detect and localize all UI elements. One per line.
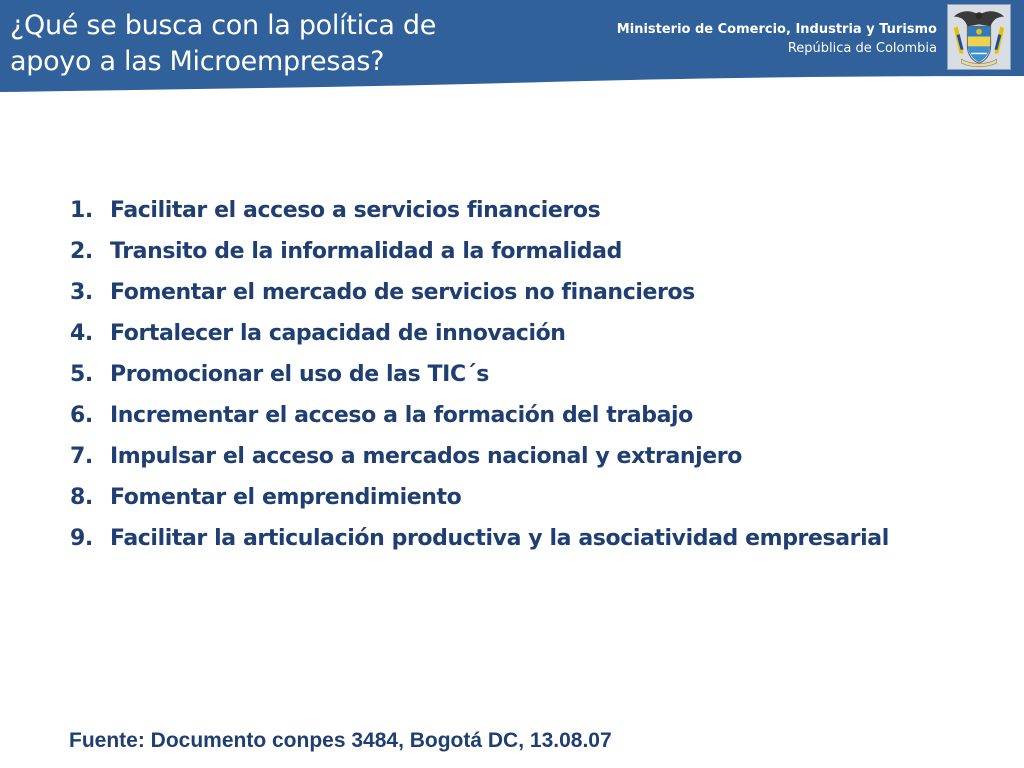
list-item-number: 7. [70, 444, 93, 469]
slide-title [10, 8, 570, 80]
source-citation: Fuente: Documento conpes 3484, Bogotá DC, 13.08.07 [69, 729, 612, 752]
list-item-text: Transito de la informalidad a la formalidad [110, 239, 622, 264]
ministry-name: Ministerio de Comercio, Industria y Turismo [616, 22, 937, 37]
list-item-number: 5. [70, 362, 93, 387]
list-item-number: 9. [70, 526, 93, 551]
list-item-number: 3. [70, 280, 93, 305]
list-item [70, 477, 950, 518]
list-item [70, 395, 950, 436]
list-item [70, 313, 950, 354]
colombia-coat-of-arms-icon [947, 4, 1011, 70]
list-item-text: Fortalecer la capacidad de innovación [110, 321, 566, 346]
slide-title-line-1: ¿Qué se busca con la política de [10, 10, 436, 41]
list-item-text: Facilitar la articulación productiva y la asociatividad empresarial [110, 526, 889, 551]
list-item-text: Promocionar el uso de las TIC´s [110, 362, 489, 387]
slide-title-line-2: apoyo a las Microempresas? [10, 46, 385, 77]
list-item-number: 8. [70, 485, 93, 510]
list-item [70, 436, 950, 477]
list-item [70, 354, 950, 395]
list-item-number: 4. [70, 321, 93, 346]
list-item [70, 518, 950, 559]
list-item-text: Incrementar el acceso a la formación del trabajo [110, 403, 693, 428]
country-name: República de Colombia [787, 41, 937, 56]
list-item-number: 1. [70, 198, 93, 223]
list-item-text: Impulsar el acceso a mercados nacional y extranjero [110, 444, 742, 469]
list-item-text: Fomentar el emprendimiento [110, 485, 462, 510]
list-item-text: Facilitar el acceso a servicios financieros [110, 198, 601, 223]
list-item [70, 231, 950, 272]
list-item [70, 190, 950, 231]
list-item [70, 272, 950, 313]
objectives-list [70, 190, 950, 559]
ministry-block [617, 20, 937, 58]
list-item-number: 6. [70, 403, 93, 428]
list-item-number: 2. [70, 239, 93, 264]
list-item-text: Fomentar el mercado de servicios no financieros [110, 280, 695, 305]
